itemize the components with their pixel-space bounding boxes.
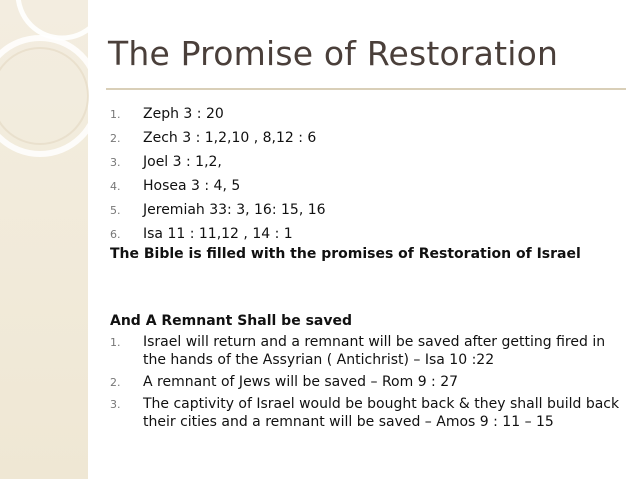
list-text: Israel will return and a remnant will be saved after getting fired in the hands of the Assyrian ( Antichrist) – Isa 10 :22 [143,334,606,368]
list-text: Hosea 3 : 4, 5 [143,178,241,194]
remnant-list [110,333,623,435]
remnant-heading: And A Remnant Shall be saved [110,313,352,329]
list-item [110,333,623,369]
decorative-rings-icon [0,0,110,200]
list-item [110,176,326,200]
list-text: A remnant of Jews will be saved – Rom 9 : 27 [143,374,459,390]
list-text: Zeph 3 : 20 [143,106,224,122]
title-underline [106,88,626,90]
list-number: 2. [110,132,121,145]
list-number: 1. [110,336,121,349]
scripture-list [110,104,326,248]
list-text: The captivity of Israel would be bought back & they shall build back their cities and a remnant will be saved – Amos 9 : 11 – 15 [143,396,620,430]
list-text: Isa 11 : 11,12 , 14 : 1 [143,226,293,242]
list-number: 2. [110,376,121,389]
list-item [110,200,326,224]
list-item [110,104,326,128]
list-number: 4. [110,180,121,193]
list-number: 5. [110,204,121,217]
list-item [110,224,326,248]
list-text: Joel 3 : 1,2, [143,154,222,170]
slide-title: The Promise of Restoration [108,34,559,73]
list-item [110,373,623,391]
list-number: 1. [110,108,121,121]
list-text: Zech 3 : 1,2,10 , 8,12 : 6 [143,130,317,146]
list-item [110,152,326,176]
list-number: 6. [110,228,121,241]
list-item [110,395,623,431]
list-number: 3. [110,156,121,169]
restoration-statement: The Bible is filled with the promises of Restoration of Israel [110,246,581,262]
list-item [110,128,326,152]
list-number: 3. [110,398,121,411]
list-text: Jeremiah 33: 3, 16: 15, 16 [143,202,326,218]
